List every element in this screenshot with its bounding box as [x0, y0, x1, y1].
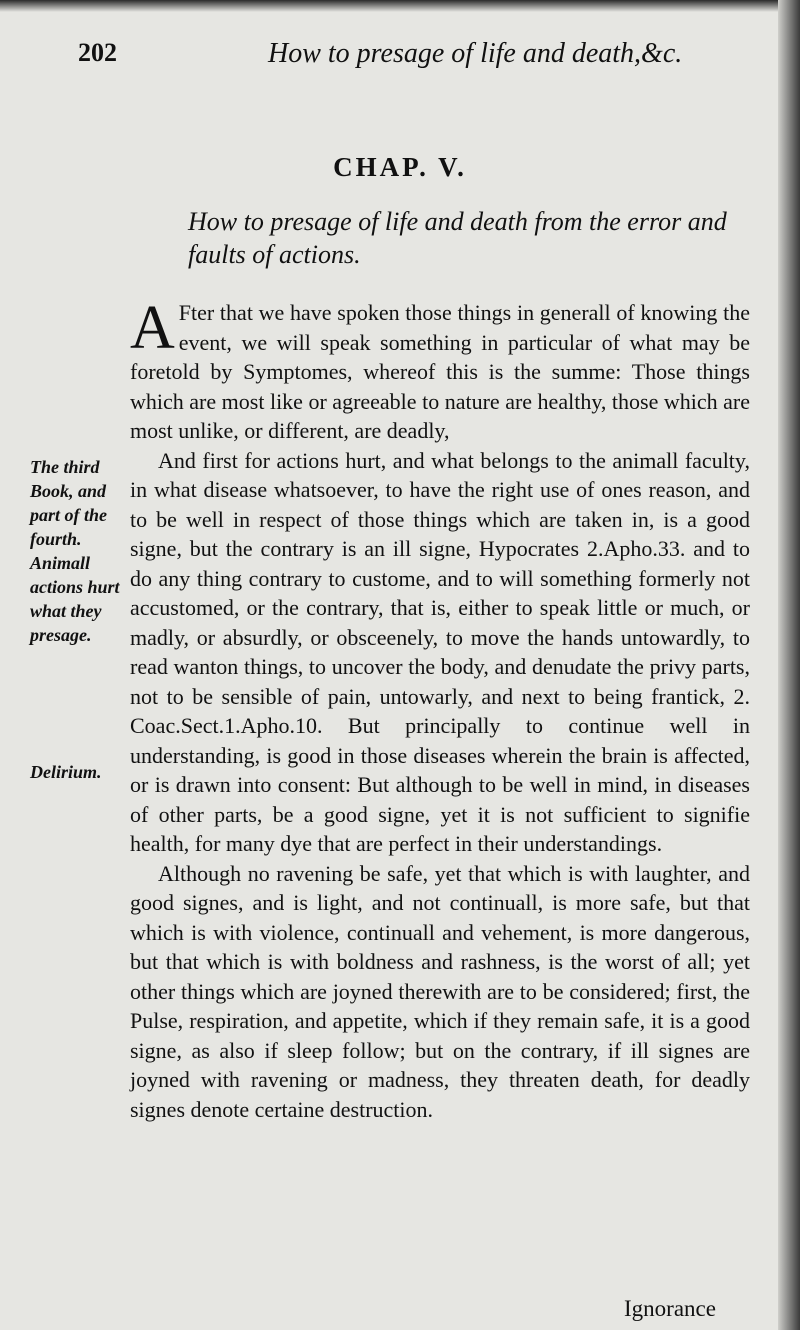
paragraph-2: And first for actions hurt, and what belongs to the animall faculty, in what disease whatsoever, to have the right use of ones reason, and to be well in respect of those things which are taken in, is a good signe, but the contrary is an ill signe, Hypocrates 2.Apho.33. and to do any thing contrary to custome, and to will something formerly not accustomed, or the contrary, that is, either to speak little or much, or madly, or absurdly, or obsceenely, to move the hands untowardly, to read wanton things, to uncover the body, and denudate the privy parts, not to be sensible of pain, untowarly, and next to being frantick, 2. Coac.Sect.1.Apho.10. But principally to continue well in understanding, is good in those diseases wherein the brain is affected, or is drawn into consent: But although to be well in mind, in diseases of other parts, be a good signe, yet it is not sufficient to signifie health, for many dye that are perfect in their understandings. — [130, 447, 750, 856]
margin-note-animall-actions: Animall actions hurt what they presage. — [30, 553, 120, 645]
margin-note-delirium: Delirium. — [30, 762, 102, 782]
paragraph-1-text: Fter that we have spoken those things in generall of knowing the event, we will speak something in particular of what may be foretold by Symptomes, whereof this is the summe: Those things which are most like or agreeable to nature are healthy, those which are most unlike, or different, are deadly, — [130, 300, 750, 443]
margin-notes — [30, 455, 138, 782]
paragraph-1 — [130, 294, 750, 446]
chapter-subtitle: How to presage of life and death from the error and faults of actions. — [188, 207, 727, 269]
paragraph-3: Although no ravening be safe, yet that which is with laughter, and good signes, and is light, and not continuall, is more safe, but that which is with violence, continuall and vehement, is more dangerous, but that which is with boldness and rashness, is the worst of all; yet other things which are joyned therewith are to be considered; first, the Pulse, respiration, and appetite, which if they remain safe, it is a good signe, as also if sleep follow; but on the contrary, if ill signes are joyned with ravening or madness, they threaten death, for deadly signes denote certaine destruction. — [130, 860, 750, 1122]
margin-note-book-reference: The third Book, and part of the fourth. — [30, 457, 108, 549]
page-top-shadow — [0, 0, 800, 12]
body-text — [130, 294, 750, 1124]
binding-shadow — [778, 0, 800, 1330]
drop-cap: A — [130, 294, 175, 362]
running-head: How to presage of life and death,&c. — [268, 38, 683, 69]
page-number: 202 — [78, 38, 117, 67]
chapter-title: CHAP. V. — [333, 152, 467, 182]
page-header — [78, 38, 700, 88]
catchword: Ignorance — [624, 1296, 716, 1321]
